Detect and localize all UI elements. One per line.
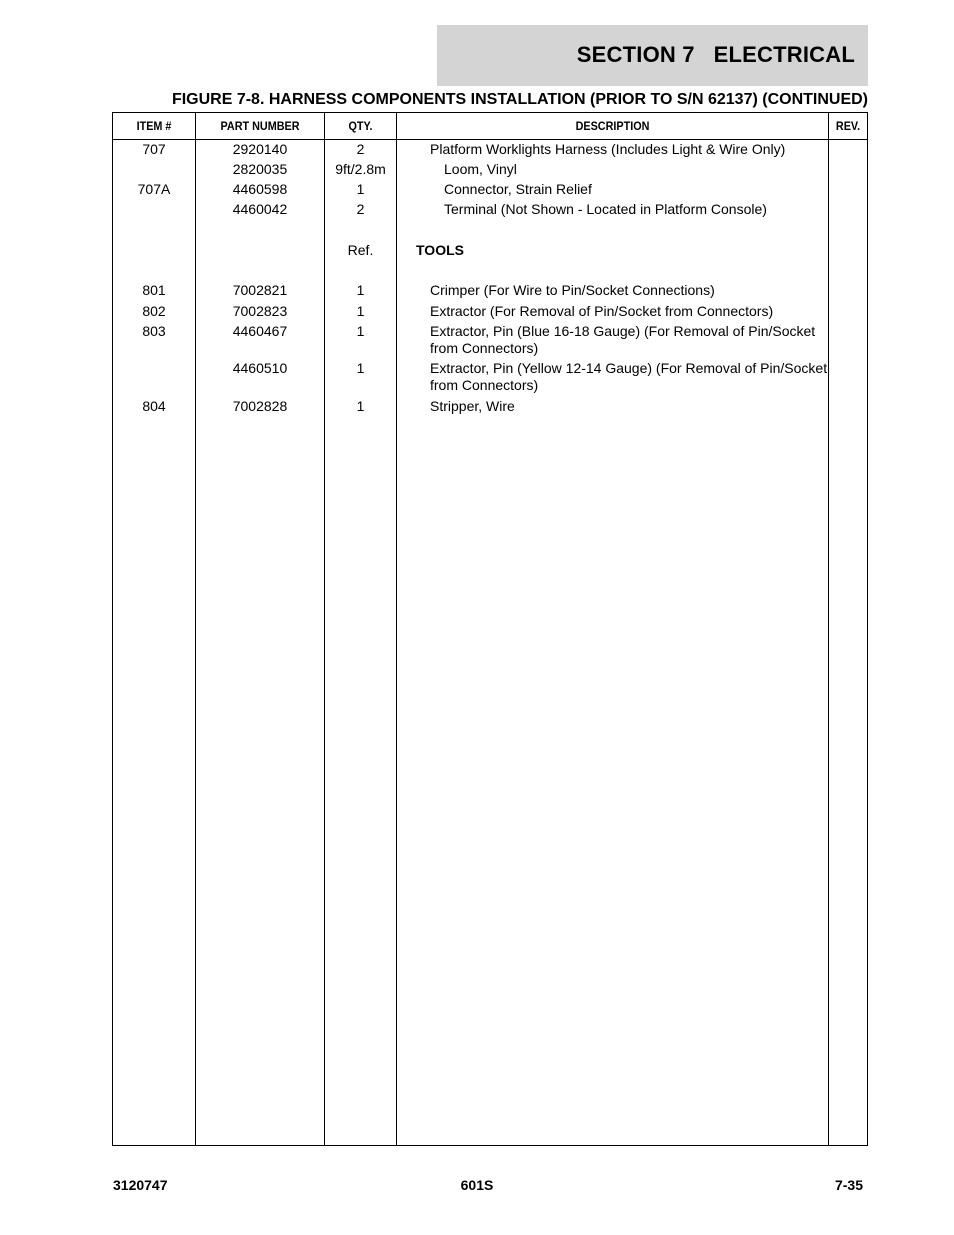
item-number-cell: 804 bbox=[142, 398, 166, 414]
header-quantity: QTY. bbox=[348, 119, 373, 133]
part-number-cell: 2820035 bbox=[232, 161, 288, 177]
item-number-cell: 801 bbox=[142, 282, 166, 298]
description-cell: TOOLS bbox=[416, 242, 464, 258]
figure-title: FIGURE 7-8. HARNESS COMPONENTS INSTALLATION (PRIOR TO S/N 62137) (CONTINUED) bbox=[171, 91, 868, 108]
part-number-cell: 4460598 bbox=[232, 181, 288, 197]
part-number-cell: 4460042 bbox=[232, 201, 288, 217]
column-divider bbox=[396, 113, 397, 1145]
quantity-cell: 1 bbox=[356, 360, 365, 376]
footer-doc-number: 3120747 bbox=[113, 1177, 168, 1193]
parts-table bbox=[112, 112, 868, 1146]
quantity-cell: Ref. bbox=[347, 242, 374, 258]
item-number-cell: 707 bbox=[142, 141, 166, 157]
quantity-cell: 1 bbox=[356, 282, 365, 298]
column-divider bbox=[828, 113, 829, 1145]
description-cell: Crimper (For Wire to Pin/Socket Connections) bbox=[430, 282, 715, 298]
header-revision: REV. bbox=[835, 119, 861, 133]
quantity-cell: 9ft/2.8m bbox=[335, 161, 386, 177]
quantity-cell: 1 bbox=[356, 323, 365, 339]
column-divider bbox=[324, 113, 325, 1145]
part-number-cell: 4460510 bbox=[232, 360, 288, 376]
part-number-cell: 7002828 bbox=[232, 398, 288, 414]
part-number-cell: 2920140 bbox=[232, 141, 288, 157]
header-divider bbox=[113, 139, 867, 140]
section-title: SECTION 7 ELECTRICAL bbox=[576, 42, 855, 67]
description-cell: Stripper, Wire bbox=[430, 398, 515, 414]
description-cell: Extractor, Pin (Blue 16-18 Gauge) (For Removal of Pin/Socket from Connectors) bbox=[430, 323, 816, 356]
quantity-cell: 1 bbox=[356, 303, 365, 319]
quantity-cell: 1 bbox=[356, 181, 365, 197]
quantity-cell: 2 bbox=[356, 141, 365, 157]
part-number-cell: 4460467 bbox=[232, 323, 288, 339]
part-number-cell: 7002823 bbox=[232, 303, 288, 319]
footer-model: 601S bbox=[460, 1177, 494, 1193]
item-number-cell: 707A bbox=[137, 181, 171, 197]
description-cell: Platform Worklights Harness (Includes Light & Wire Only) bbox=[430, 141, 786, 157]
description-cell: Extractor (For Removal of Pin/Socket from Connectors) bbox=[430, 303, 774, 319]
description-cell: Terminal (Not Shown - Located in Platform Console) bbox=[444, 201, 767, 217]
description-cell: Loom, Vinyl bbox=[444, 161, 517, 177]
quantity-cell: 1 bbox=[356, 398, 365, 414]
description-cell: Connector, Strain Relief bbox=[444, 181, 592, 197]
header-description: DESCRIPTION bbox=[575, 119, 650, 133]
item-number-cell: 802 bbox=[142, 303, 166, 319]
header-part-number: PART NUMBER bbox=[220, 119, 300, 133]
quantity-cell: 2 bbox=[356, 201, 365, 217]
part-number-cell: 7002821 bbox=[232, 282, 288, 298]
description-cell: Extractor, Pin (Yellow 12-14 Gauge) (For Removal of Pin/Socket from Connectors) bbox=[430, 360, 828, 393]
section-banner bbox=[437, 25, 868, 86]
footer-page-number: 7-35 bbox=[834, 1177, 863, 1193]
item-number-cell: 803 bbox=[142, 323, 166, 339]
header-item-number: ITEM # bbox=[136, 119, 172, 133]
column-divider bbox=[195, 113, 196, 1145]
